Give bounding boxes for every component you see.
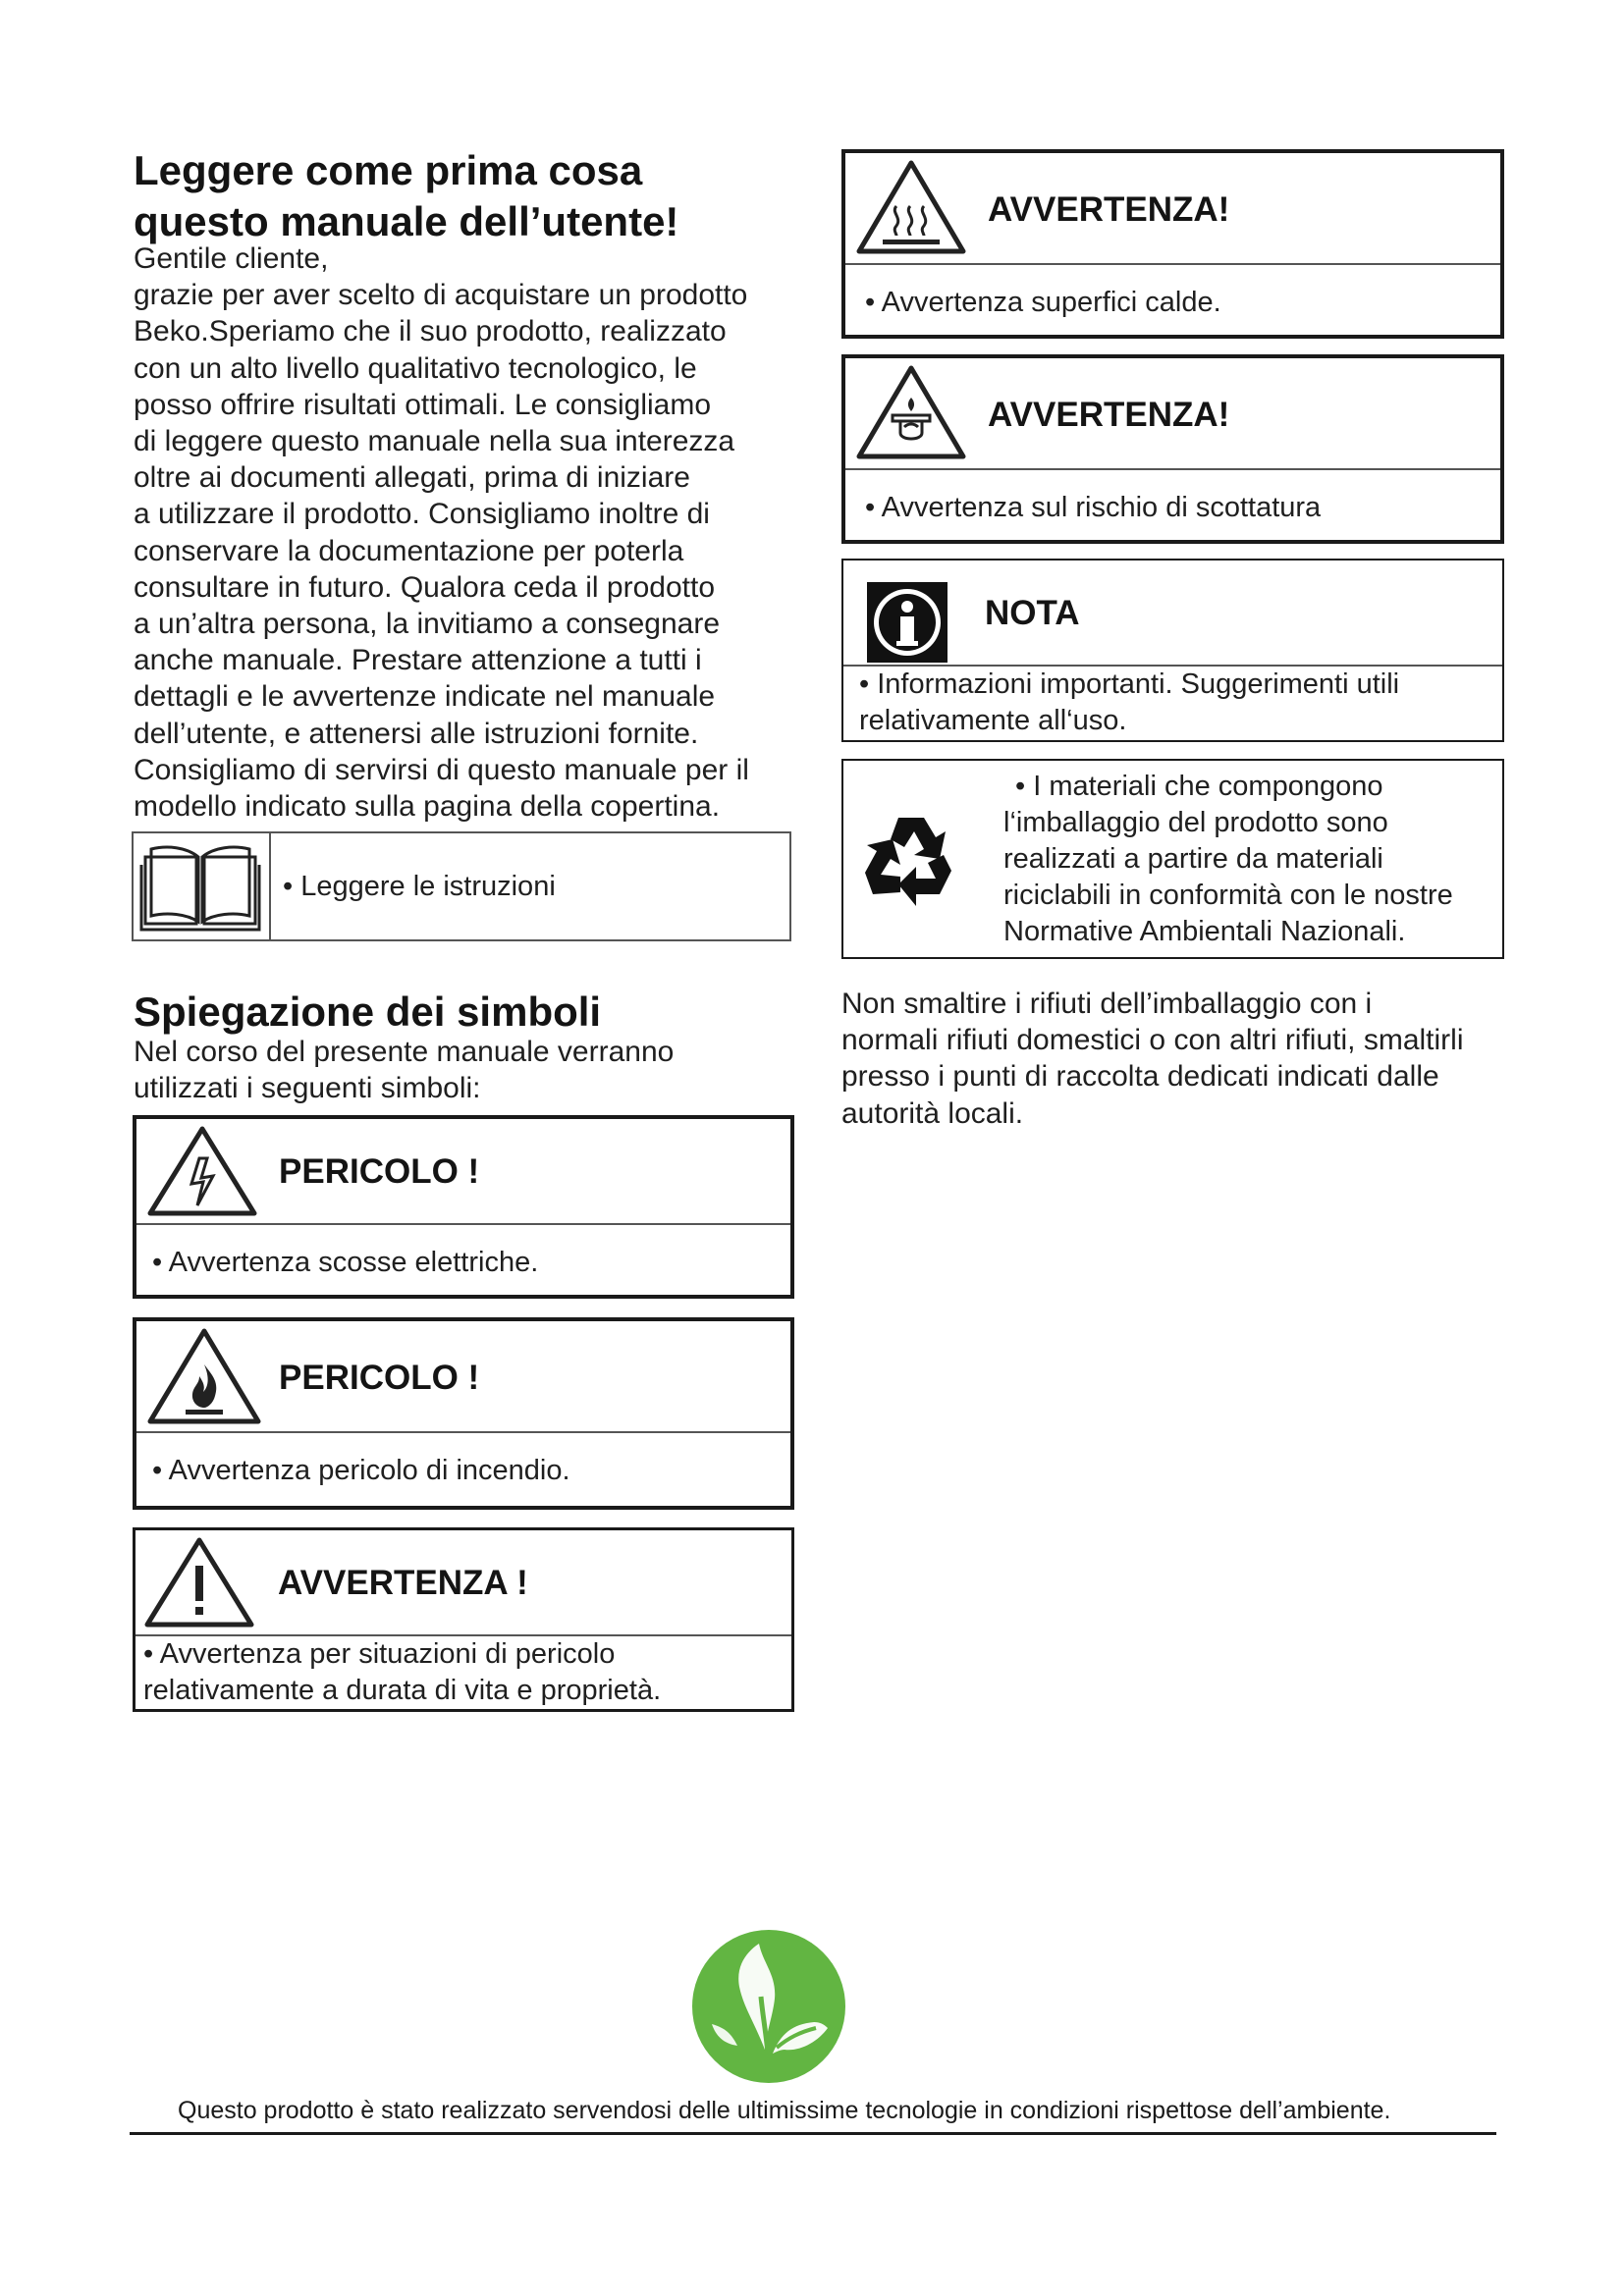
box-header bbox=[845, 153, 1500, 265]
symbols-subtitle-line: utilizzati i seguenti simboli: bbox=[134, 1072, 481, 1105]
intro-line: di leggere questo manuale nella sua interezza bbox=[134, 425, 735, 458]
recycle-box bbox=[841, 759, 1504, 959]
note-box bbox=[841, 559, 1504, 742]
warning-burn-box bbox=[841, 354, 1504, 544]
read-instructions-text: • Leggere le istruzioni bbox=[283, 869, 556, 905]
disposal-line: autorità locali. bbox=[841, 1096, 1024, 1130]
intro-line: conservare la documentazione per poterla bbox=[134, 534, 684, 567]
intro-line: modello indicato sulla pagina della copertina. bbox=[134, 790, 721, 824]
recycle-text bbox=[1003, 769, 1453, 950]
danger-electric-box bbox=[133, 1115, 794, 1299]
symbols-section-subtitle bbox=[134, 1034, 674, 1106]
box-header bbox=[136, 1321, 790, 1433]
disposal-line: normali rifiuti domestici o con altri rifiuti, smaltirli bbox=[841, 1024, 1464, 1057]
box-description: • Avvertenza scosse elettriche. bbox=[152, 1245, 538, 1281]
disposal-paragraph bbox=[841, 986, 1519, 1132]
box-title: PERICOLO ! bbox=[279, 1152, 480, 1191]
page-title bbox=[134, 145, 811, 247]
burn-hazard-icon bbox=[853, 362, 969, 464]
footer-text: Questo prodotto è stato realizzato servendosi delle ultimissime tecnologie in condizioni rispettose dell’ambiente. bbox=[178, 2097, 1391, 2124]
footer-divider bbox=[130, 2132, 1496, 2135]
box-description: • Avvertenza pericolo di incendio. bbox=[152, 1453, 570, 1489]
symbols-subtitle-line: Nel corso del presente manuale verranno bbox=[134, 1036, 675, 1068]
intro-line: dettagli e le avvertenze indicate nel manuale bbox=[134, 680, 716, 714]
box-title: AVVERTENZA! bbox=[988, 396, 1230, 434]
box-description: • Avvertenza superfici calde. bbox=[865, 285, 1221, 321]
hot-surface-icon bbox=[853, 157, 969, 259]
box-header bbox=[136, 1119, 790, 1225]
recycle-line: Normative Ambientali Nazionali. bbox=[1003, 916, 1406, 947]
box-title: NOTA bbox=[985, 594, 1080, 632]
open-book-icon bbox=[137, 843, 263, 934]
recycle-line: riciclabili in conformità con le nostre bbox=[1003, 880, 1453, 911]
warning-general-box bbox=[133, 1527, 794, 1712]
eco-leaf-icon bbox=[690, 1928, 847, 2085]
fire-hazard-icon bbox=[144, 1325, 264, 1427]
intro-line: a un’altra persona, la invitiamo a consegnare bbox=[134, 608, 721, 641]
box-title: AVVERTENZA ! bbox=[278, 1564, 528, 1602]
intro-line: consultare in futuro. Qualora ceda il prodotto bbox=[134, 570, 716, 604]
warning-hot-surface-box bbox=[841, 149, 1504, 339]
box-title: AVVERTENZA! bbox=[988, 190, 1230, 229]
disposal-line: presso i punti di raccolta dedicati indicati dalle bbox=[841, 1060, 1439, 1094]
divider bbox=[269, 833, 271, 939]
intro-line: anche manuale. Prestare attenzione a tutti i bbox=[134, 644, 702, 677]
recycle-line: l‘imballaggio del prodotto sono bbox=[1003, 807, 1388, 838]
recycle-line: • I materiali che compongono bbox=[1003, 769, 1453, 805]
box-description-line: relativamente a durata di vita e proprietà. bbox=[143, 1675, 662, 1706]
box-title: PERICOLO ! bbox=[279, 1359, 480, 1397]
info-icon bbox=[867, 582, 947, 663]
box-description: • Avvertenza sul rischio di scottatura bbox=[865, 490, 1321, 526]
danger-fire-box bbox=[133, 1317, 794, 1510]
intro-line: oltre ai documenti allegati, prima di iniziare bbox=[134, 461, 690, 495]
box-header bbox=[845, 358, 1500, 470]
box-description bbox=[143, 1636, 661, 1709]
box-header bbox=[843, 561, 1502, 667]
intro-line: posso offrire risultati ottimali. Le consigliamo bbox=[134, 388, 712, 421]
intro-line: grazie per aver scelto di acquistare un prodotto bbox=[134, 279, 748, 312]
intro-paragraph bbox=[134, 240, 821, 825]
page-title-line-1: Leggere come prima cosa bbox=[134, 147, 643, 193]
intro-section bbox=[134, 145, 811, 247]
intro-line: con un alto livello qualitativo tecnologico, le bbox=[134, 351, 697, 385]
recycle-icon bbox=[863, 812, 961, 906]
intro-line: Consigliamo di servirsi di questo manuale per il bbox=[134, 753, 749, 786]
intro-line: a utilizzare il prodotto. Consigliamo inoltre di bbox=[134, 498, 710, 531]
box-description-line: • Informazioni importanti. Suggerimenti utili bbox=[859, 667, 1399, 703]
symbols-section-title: Spiegazione dei simboli bbox=[134, 988, 602, 1035]
electric-hazard-icon bbox=[144, 1123, 260, 1219]
box-description-line: • Avvertenza per situazioni di pericolo bbox=[143, 1636, 661, 1673]
box-description bbox=[859, 667, 1399, 739]
page-title-line-2: questo manuale dell’utente! bbox=[134, 198, 679, 244]
recycle-line: realizzati a partire da materiali bbox=[1003, 843, 1383, 875]
intro-line: dell’utente, e attenersi alle istruzioni fornite. bbox=[134, 717, 699, 750]
intro-line: Beko.Speriamo che il suo prodotto, realizzato bbox=[134, 315, 727, 348]
read-instructions-box bbox=[132, 831, 791, 941]
box-header bbox=[135, 1530, 791, 1636]
box-description-line: relativamente all‘uso. bbox=[859, 705, 1127, 736]
intro-line: Gentile cliente, bbox=[134, 242, 329, 275]
disposal-line: Non smaltire i rifiuti dell’imballaggio con i bbox=[841, 988, 1373, 1020]
exclamation-warning-icon bbox=[141, 1534, 257, 1630]
